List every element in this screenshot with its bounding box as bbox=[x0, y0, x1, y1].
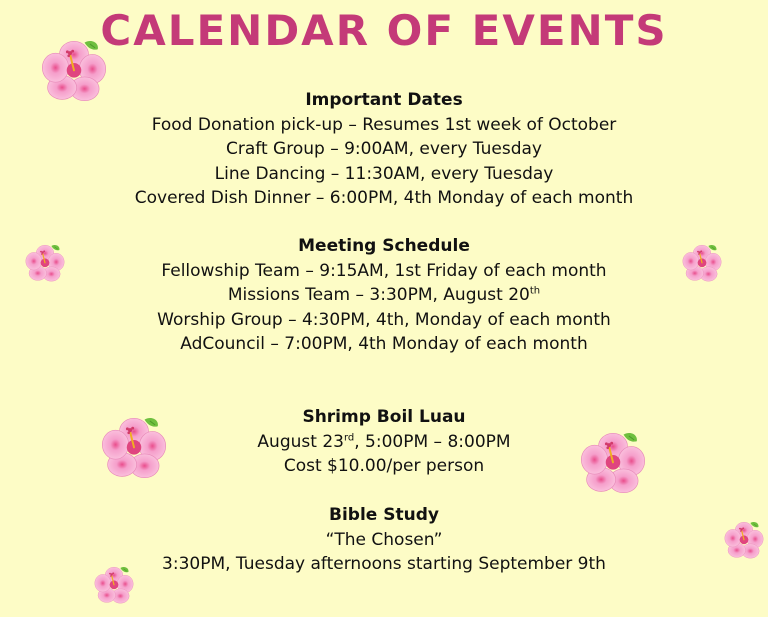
hibiscus-icon bbox=[579, 428, 647, 494]
bible-study-time: 3:30PM, Tuesday afternoons starting September 9th bbox=[162, 554, 606, 574]
meeting-line: Worship Group – 4:30PM, 4th, Monday of each month bbox=[157, 309, 611, 330]
shrimp-boil-heading: Shrimp Boil Luau bbox=[302, 407, 466, 427]
page-title: CALENDAR OF EVENTS bbox=[100, 6, 668, 55]
meeting-schedule-heading: Meeting Schedule bbox=[298, 236, 470, 256]
hibiscus-icon bbox=[40, 36, 108, 102]
hibiscus-icon bbox=[681, 242, 723, 282]
shrimp-boil-date-text: August 23 bbox=[257, 431, 344, 452]
event-line: Food Donation pick-up – Resumes 1st week of October bbox=[151, 114, 617, 135]
important-dates-heading: Important Dates bbox=[305, 90, 463, 110]
event-line: Covered Dish Dinner – 6:00PM, 4th Monday of each month bbox=[134, 188, 634, 208]
hibiscus-icon bbox=[93, 564, 135, 604]
meeting-line: Fellowship Team – 9:15AM, 1st Friday of each month bbox=[161, 260, 607, 281]
event-line: Line Dancing – 11:30AM, every Tuesday bbox=[214, 163, 554, 184]
event-line: Craft Group – 9:00AM, every Tuesday bbox=[226, 139, 542, 159]
meeting-line-text: Missions Team – 3:30PM, August 20 bbox=[227, 285, 530, 305]
ordinal-suffix: th bbox=[529, 285, 541, 297]
ordinal-suffix: rd bbox=[343, 431, 355, 443]
hibiscus-icon bbox=[100, 413, 168, 479]
shrimp-boil-cost: Cost $10.00/per person bbox=[283, 456, 485, 476]
bible-study-heading: Bible Study bbox=[329, 505, 439, 525]
bible-study-subtitle: “The Chosen” bbox=[325, 529, 443, 550]
important-dates-section bbox=[0, 88, 768, 211]
meeting-line bbox=[0, 283, 768, 308]
hibiscus-icon bbox=[723, 519, 765, 559]
meeting-line: AdCouncil – 7:00PM, 4th Monday of each month bbox=[180, 334, 588, 354]
shrimp-boil-time: , 5:00PM – 8:00PM bbox=[354, 431, 511, 452]
hibiscus-icon bbox=[24, 242, 66, 282]
meeting-schedule-section bbox=[0, 234, 768, 357]
